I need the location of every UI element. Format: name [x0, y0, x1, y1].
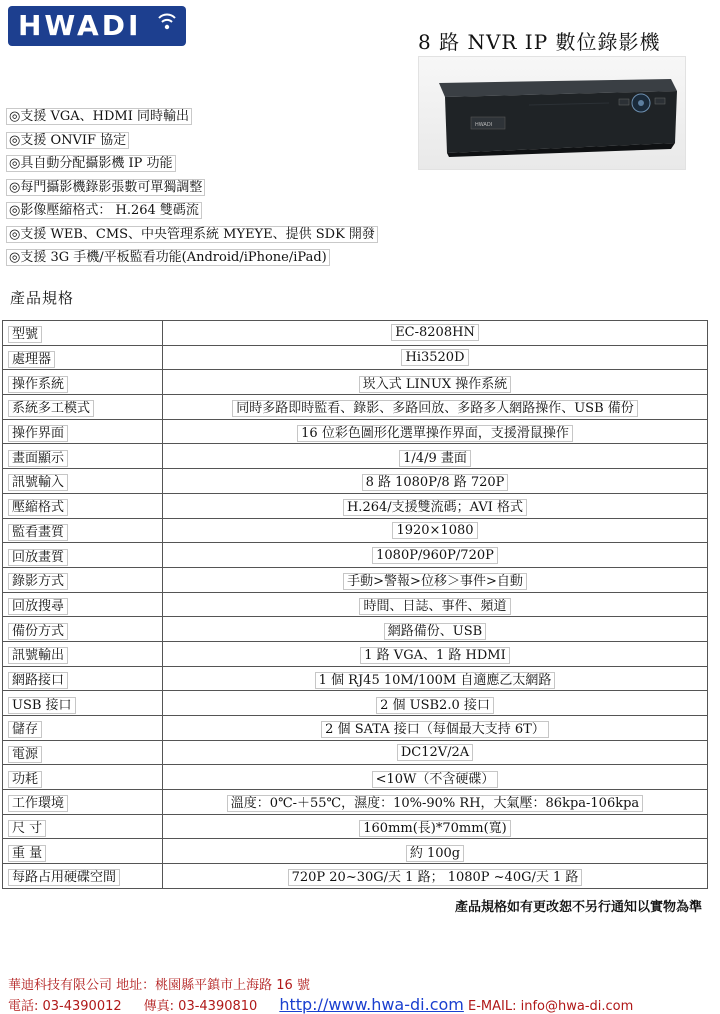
product-photo: [418, 56, 686, 170]
spec-value: [163, 740, 708, 765]
spec-value-text: 崁入式 LINUX 操作系統: [359, 376, 512, 393]
spec-value: [163, 716, 708, 741]
spec-value-text: 2 個 USB2.0 接口: [376, 697, 494, 714]
spec-value: [163, 641, 708, 666]
spec-table: [2, 320, 708, 889]
logo-text: HWADI: [18, 9, 142, 42]
spec-row: [3, 518, 708, 543]
spec-value-text: 720P 20~30G/天 1 路； 1080P ~40G/天 1 路: [288, 869, 583, 886]
spec-value-text: H.264/支援雙流碼；AVI 格式: [343, 499, 527, 516]
spec-label-text: 回放搜尋: [8, 598, 68, 615]
spec-value-text: 約 100g: [406, 845, 464, 862]
wifi-icon: [156, 10, 178, 32]
spec-label: [3, 444, 163, 469]
svg-text:HWADI: HWADI: [475, 122, 493, 128]
spec-row: [3, 419, 708, 444]
spec-row: [3, 543, 708, 568]
spec-row: [3, 493, 708, 518]
spec-label: [3, 617, 163, 642]
spec-value-text: EC-8208HN: [391, 324, 479, 341]
spec-row: [3, 666, 708, 691]
spec-label: [3, 790, 163, 815]
spec-label: [3, 691, 163, 716]
feature-item: ◎支援 WEB、CMS、中央管理系統 MYEYE、提供 SDK 開發: [6, 224, 378, 248]
spec-label-text: 電源: [8, 746, 42, 763]
spec-value: [163, 814, 708, 839]
spec-row: [3, 592, 708, 617]
feature-item: ◎影像壓縮格式： H.264 雙碼流: [6, 200, 378, 224]
spec-label-text: 系統多工模式: [8, 400, 94, 417]
spec-label: [3, 543, 163, 568]
spec-row: [3, 790, 708, 815]
spec-row: [3, 839, 708, 864]
spec-value-text: 1/4/9 畫面: [399, 450, 471, 467]
website-link[interactable]: http://www.hwa-di.com: [279, 995, 464, 1014]
spec-value-text: 1920×1080: [392, 522, 477, 539]
spec-label-text: 訊號輸出: [8, 647, 68, 664]
spec-row: [3, 740, 708, 765]
spec-label: [3, 740, 163, 765]
spec-row: [3, 444, 708, 469]
spec-value: [163, 469, 708, 494]
spec-label-text: 操作界面: [8, 425, 68, 442]
spec-value: [163, 444, 708, 469]
contact-line: [8, 995, 633, 1014]
spec-label: [3, 345, 163, 370]
spec-label: [3, 493, 163, 518]
spec-row: [3, 814, 708, 839]
spec-label-text: 壓縮格式: [8, 499, 68, 516]
spec-row: [3, 765, 708, 790]
spec-value: [163, 567, 708, 592]
spec-label: [3, 864, 163, 889]
feature-list: [6, 106, 378, 271]
spec-label-text: 回放畫質: [8, 549, 68, 566]
spec-value-text: 1080P/960P/720P: [372, 547, 498, 564]
spec-value-text: Hi3520D: [401, 349, 468, 366]
spec-value-text: 2 個 SATA 接口（每個最大支持 6T）: [321, 721, 549, 738]
spec-label: [3, 518, 163, 543]
spec-row: [3, 567, 708, 592]
spec-value: [163, 691, 708, 716]
specs-heading: 產品規格: [10, 289, 75, 307]
spec-value-text: 16 位彩色圖形化選單操作界面，支援滑鼠操作: [297, 425, 573, 442]
spec-label-text: 重 量: [8, 845, 46, 862]
spec-label-text: 處理器: [8, 351, 55, 368]
spec-value: [163, 493, 708, 518]
spec-label: [3, 641, 163, 666]
spec-value: [163, 345, 708, 370]
spec-label-text: 尺 寸: [8, 820, 46, 837]
spec-label: [3, 395, 163, 420]
spec-label-text: 錄影方式: [8, 573, 68, 590]
spec-value: [163, 592, 708, 617]
spec-row: [3, 370, 708, 395]
spec-label: [3, 321, 163, 346]
spec-value-text: 網路備份、USB: [384, 623, 486, 640]
nvr-device-image: [419, 57, 685, 169]
feature-item: ◎支援 3G 手機/平板監看功能(Android/iPhone/iPad): [6, 247, 378, 271]
spec-value-text: <10W（不含硬碟）: [372, 771, 499, 788]
spec-label-text: 操作系統: [8, 376, 68, 393]
spec-row: [3, 641, 708, 666]
footer: [8, 974, 633, 1014]
spec-label: [3, 716, 163, 741]
spec-value: [163, 765, 708, 790]
spec-value-text: 1 路 VGA、1 路 HDMI: [360, 647, 509, 664]
spec-value-text: 1 個 RJ45 10M/100M 自適應乙太網路: [315, 672, 556, 689]
spec-value-text: 溫度：0℃-＋55℃，濕度：10%-90% RH，大氣壓：86kpa-106kpa: [227, 795, 643, 812]
spec-row: [3, 469, 708, 494]
spec-label-text: 功耗: [8, 771, 42, 788]
spec-label-text: 訊號輸入: [8, 474, 68, 491]
spec-value: [163, 839, 708, 864]
feature-item: ◎支援 ONVIF 協定: [6, 130, 378, 154]
spec-label-text: 畫面顯示: [8, 450, 68, 467]
spec-label: [3, 839, 163, 864]
email-address: E-MAIL: info@hwa-di.com: [468, 999, 634, 1014]
spec-value: [163, 666, 708, 691]
spec-value: [163, 321, 708, 346]
spec-value: [163, 370, 708, 395]
spec-row: [3, 345, 708, 370]
spec-label: [3, 567, 163, 592]
spec-row: [3, 395, 708, 420]
spec-row: [3, 321, 708, 346]
spec-value-text: DC12V/2A: [397, 744, 473, 761]
spec-label-text: 備份方式: [8, 623, 68, 640]
spec-label: [3, 469, 163, 494]
phone-number: 電話: 03-4390012: [8, 999, 122, 1014]
spec-value: [163, 864, 708, 889]
feature-item: ◎具自動分配攝影機 IP 功能: [6, 153, 378, 177]
spec-value: [163, 395, 708, 420]
spec-label-text: USB 接口: [8, 697, 76, 714]
feature-item: ◎每門攝影機錄影張數可單獨調整: [6, 177, 378, 201]
spec-label: [3, 666, 163, 691]
spec-label-text: 型號: [8, 326, 42, 343]
spec-value: [163, 617, 708, 642]
spec-value: [163, 518, 708, 543]
spec-value: [163, 543, 708, 568]
spec-label-text: 監看畫質: [8, 524, 68, 541]
spec-row: [3, 864, 708, 889]
spec-value: [163, 790, 708, 815]
spec-label-text: 每路占用硬碟空間: [8, 869, 120, 886]
company-logo: [8, 6, 186, 46]
spec-label: [3, 419, 163, 444]
fax-number: 傳真: 03-4390810: [143, 999, 258, 1014]
spec-label: [3, 592, 163, 617]
spec-value-text: 同時多路即時監看、錄影、多路回放、多路多人網路操作、USB 備份: [232, 400, 638, 417]
spec-label: [3, 814, 163, 839]
spec-row: [3, 691, 708, 716]
spec-label-text: 工作環境: [8, 795, 68, 812]
disclaimer-note: 產品規格如有更改恕不另行通知以實物為準: [454, 900, 702, 915]
spec-label: [3, 765, 163, 790]
spec-label-text: 儲存: [8, 721, 42, 738]
spec-value-text: 8 路 1080P/8 路 720P: [362, 474, 509, 491]
page-title: 8 路 NVR IP 數位錄影機: [418, 30, 661, 54]
spec-value-text: 160mm(長)*70mm(寬): [359, 820, 510, 837]
spec-row: [3, 617, 708, 642]
spec-row: [3, 716, 708, 741]
company-address: 華迪科技有限公司 地址：桃園縣平鎮市上海路 16 號: [8, 978, 310, 993]
spec-value-text: 手動>警報>位移＞事件>自動: [343, 573, 527, 590]
spec-value-text: 時間、日誌、事件、頻道: [359, 598, 510, 615]
spec-value: [163, 419, 708, 444]
feature-item: ◎支援 VGA、HDMI 同時輸出: [6, 106, 378, 130]
spec-label: [3, 370, 163, 395]
spec-label-text: 網路接口: [8, 672, 68, 689]
